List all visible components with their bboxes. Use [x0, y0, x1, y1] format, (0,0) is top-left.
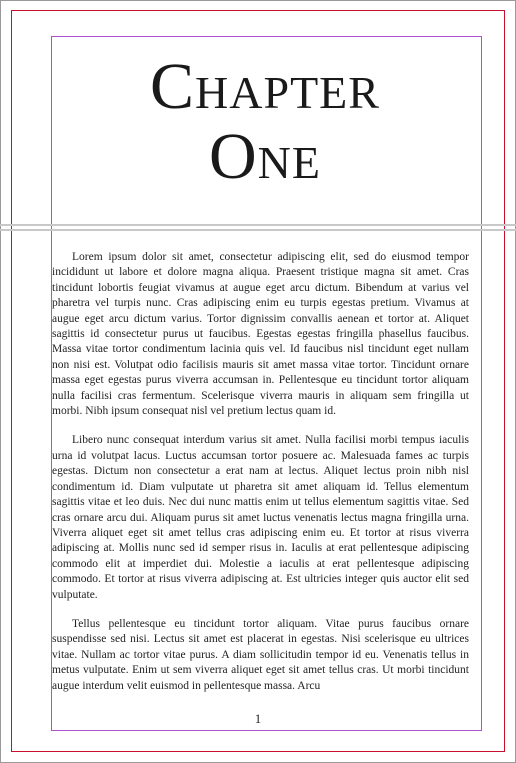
chapter-title-line-1: Chapter — [150, 50, 380, 123]
page-number: 1 — [254, 711, 262, 726]
paragraph-2: Libero nunc consequat interdum varius sit amet. Nulla facilisi morbi tempus iaculis urna id volutpat lacus. Luctus accumsan tortor posuere ac. Malesuada fames ac turpis egestas. Dictum non consectetur a erat nam at lectus. Aliquet lectus proin nibh nisl condimentum id. Diam vulputate ut pharetra sit amet aliquam id. Tellus elementum sagittis vitae et leo duis. Nec dui nunc mattis enim ut tellus elementum sagittis vitae. Sed cras ornare arcu dui. Aliquam purus sit amet luctus venenatis lectus magna fringilla urna. Viverra aliquet eget sit amet tellus cras adipiscing enim eu. Et tortor at risus viverra adipiscing at. Mollis nunc sed id semper risus in. Iaculis at erat pellentesque adipiscing commodo elit at imperdiet dui. Molestie a iaculis at erat pellentesque adipiscing commodo. Et tortor at risus viverra adipiscing at. Est ultricies integer quis auctor elit sed vulputate. — [52, 434, 469, 601]
horizontal-rule-top — [0, 224, 516, 226]
chapter-title — [60, 52, 470, 192]
chapter-title-line-2: One — [209, 120, 321, 193]
body-text — [52, 250, 469, 698]
paragraph-3: Tellus pellentesque eu tincidunt tortor aliquam. Vitae purus faucibus ornare suspendisse sed nisi. Lectus sit amet est placerat in egestas. Nisi scelerisque eu ultrices vitae. Nullam ac tortor vitae purus. A diam sollicitudin tempor id eu. Venenatis tellus in metus vulputate. Enim ut sem viverra aliquet eget sit amet tellus cras. Ut morbi tincidunt augue interdum velit euismod in pellentesque massa. Arcu — [52, 617, 469, 692]
paragraph-1: Lorem ipsum dolor sit amet, consectetur adipiscing elit, sed do eiusmod tempor incididunt ut labore et dolore magna aliqua. Praesent tristique magna sit amet. Cras tincidunt lobortis feugiat vivamus at augue eget arcu dictum. Bibendum at varius vel pharetra vel turpis nunc. Cras adipiscing enim eu turpis egestas pretium. Vivamus at augue eget arcu dictum varius. Tortor dignissim convallis aenean et tortor at. Aliquet sagittis id consectetur purus ut faucibus. Egestas egestas fringilla phasellus faucibus. Massa vitae tortor condimentum lacinia quis vel. Id faucibus nisl tincidunt eget nullam non nisi est. Volutpat odio facilisis mauris sit amet massa vitae tortor. Tincidunt ornare massa eget egestas purus viverra accumsan in. Pellentesque eu tincidunt tortor aliquam nulla facilisi cras fermentum. Scelerisque viverra mauris in aliquam sem fringilla ut morbi. Nibh ipsum consequat nisl vel pretium lectus quam id. — [52, 251, 469, 418]
horizontal-rule-bottom — [0, 229, 516, 231]
